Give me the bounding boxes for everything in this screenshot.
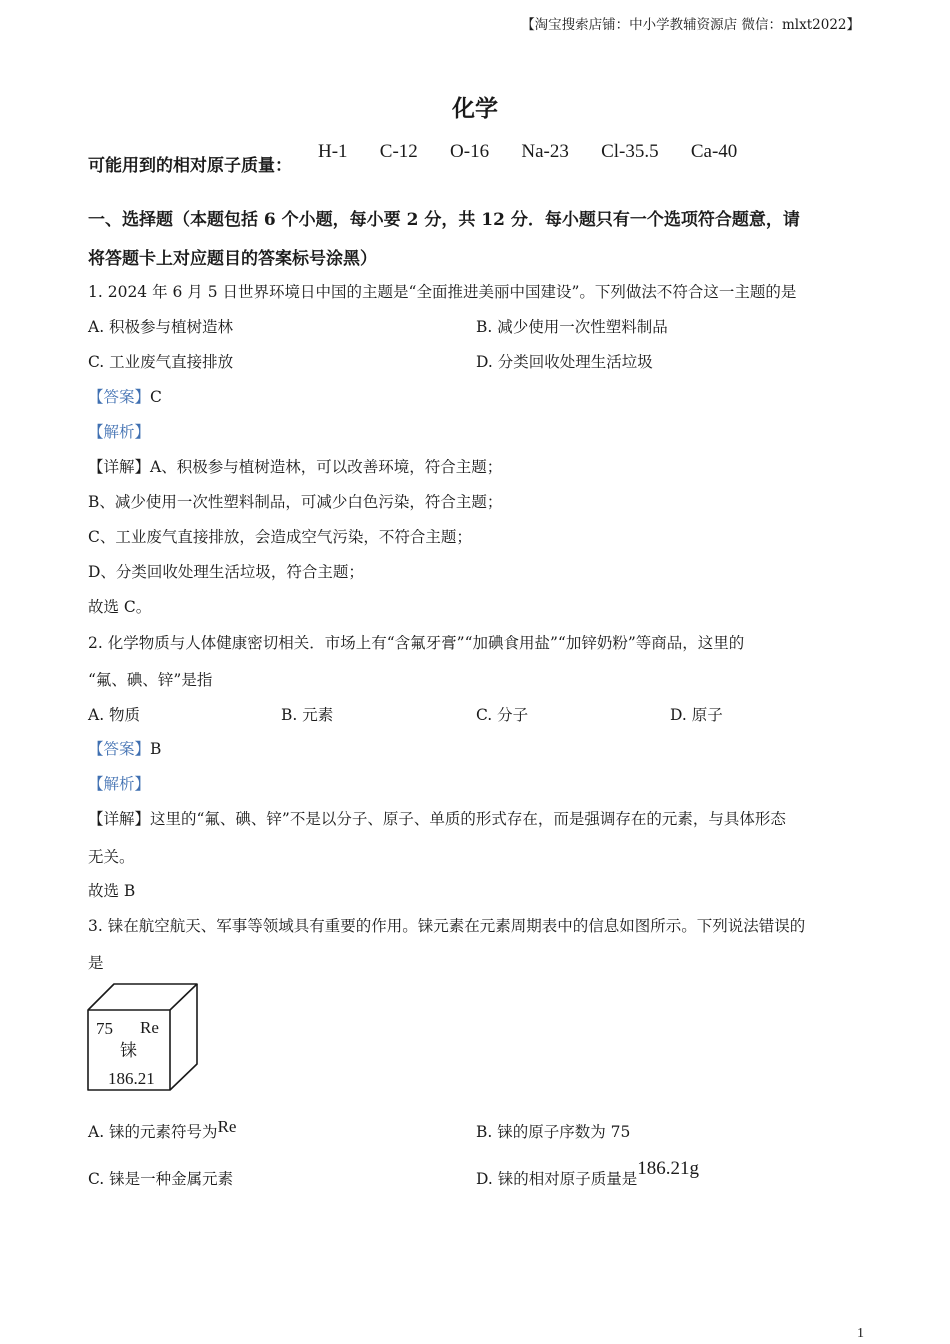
q3-option-d-value: 186.21g xyxy=(637,1158,699,1179)
q2-answer xyxy=(88,737,161,759)
q1-option-c: C. 工业废气直接排放 xyxy=(88,353,234,371)
q3-option-a xyxy=(88,1117,237,1142)
q1-option-b: B. 减少使用一次性塑料制品 xyxy=(476,318,668,336)
q2-option-a: A. 物质 xyxy=(88,706,141,724)
q2-stem-1: 2. 化学物质与人体健康密切相关．市场上有“含氟牙膏”“加碘食用盐”“加锌奶粉”等商品，这里的 xyxy=(88,634,745,652)
q3-option-a-symbol: Re xyxy=(217,1117,237,1136)
shop-note: 【淘宝搜索店铺：中小学教辅资源店 微信：mlxt2022】 xyxy=(521,17,860,33)
q2-option-d: D. 原子 xyxy=(670,706,723,724)
element-number: 75 xyxy=(96,1019,113,1038)
q3-option-d-text: D. 铼的相对原子质量是 xyxy=(476,1170,638,1188)
q1-detail-4: D、分类回收处理生活垃圾，符合主题； xyxy=(88,563,364,581)
q1-detail-1: 【详解】A、积极参与植树造林，可以改善环境，符合主题； xyxy=(88,458,503,476)
q1-analysis-tag: 【解析】 xyxy=(88,423,151,441)
answer-value: B xyxy=(150,740,162,758)
q1-conclusion: 故选 C。 xyxy=(88,598,152,616)
q2-option-c: C. 分子 xyxy=(476,706,529,724)
q1-option-d: D. 分类回收处理生活垃圾 xyxy=(476,353,653,371)
q3-option-c: C. 铼是一种金属元素 xyxy=(88,1170,234,1188)
element-name: 铼 xyxy=(120,1041,137,1061)
q3-option-b: B. 铼的原子序数为 75 xyxy=(476,1123,631,1141)
q1-detail-3: C、工业废气直接排放，会造成空气污染，不符合主题； xyxy=(88,528,472,546)
q3-option-d xyxy=(476,1158,699,1190)
q1-detail-2: B、减少使用一次性塑料制品，可减少白色污染，符合主题； xyxy=(88,493,503,511)
q1-stem: 1. 2024 年 6 月 5 日世界环境日中国的主题是“全面推进美丽中国建设”。下列做法不符合这一主题的是 xyxy=(88,283,797,301)
q2-conclusion: 故选 B xyxy=(88,882,136,900)
q2-detail-1: 【详解】这里的“氟、碘、锌”不是以分子、原子、单质的形式存在，而是强调存在的元素，与具体形态 xyxy=(88,810,786,828)
element-cube-figure xyxy=(86,982,202,1094)
q2-detail-2: 无关。 xyxy=(88,848,135,866)
q3-stem-1: 3. 铼在航空航天、军事等领域具有重要的作用。铼元素在元素周期表中的信息如图所示。下列说法错误的 xyxy=(88,917,806,935)
q2-option-b: B. 元素 xyxy=(281,706,334,724)
q2-stem-2: “氟、碘、锌”是指 xyxy=(88,671,213,689)
q3-option-a-text: A. 铼的元素符号为 xyxy=(88,1123,218,1141)
atomic-mass-values: H-1 C-12 O-16 Na-23 Cl-35.5 Ca-40 xyxy=(318,141,738,162)
section-heading-line1: 一、选择题（本题包括 6 个小题，每小要 2 分，共 12 分．每小题只有一个选项符合题意，请 xyxy=(88,210,800,230)
q3-stem-2: 是 xyxy=(88,954,104,972)
atomic-mass-label: 可能用到的相对原子质量： xyxy=(88,156,292,176)
element-symbol: Re xyxy=(140,1018,159,1037)
answer-value: C xyxy=(150,388,162,406)
page-title: 化学 xyxy=(452,95,498,122)
q1-answer xyxy=(88,385,162,407)
q1-option-a: A. 积极参与植树造林 xyxy=(88,318,234,336)
page-number: 1 xyxy=(857,1326,864,1341)
section-heading-line2: 将答题卡上对应题目的答案标号涂黑） xyxy=(88,249,377,269)
q2-analysis-tag: 【解析】 xyxy=(88,775,151,793)
answer-tag: 【答案】 xyxy=(88,388,151,406)
element-mass: 186.21 xyxy=(108,1069,155,1088)
answer-tag: 【答案】 xyxy=(88,740,151,758)
